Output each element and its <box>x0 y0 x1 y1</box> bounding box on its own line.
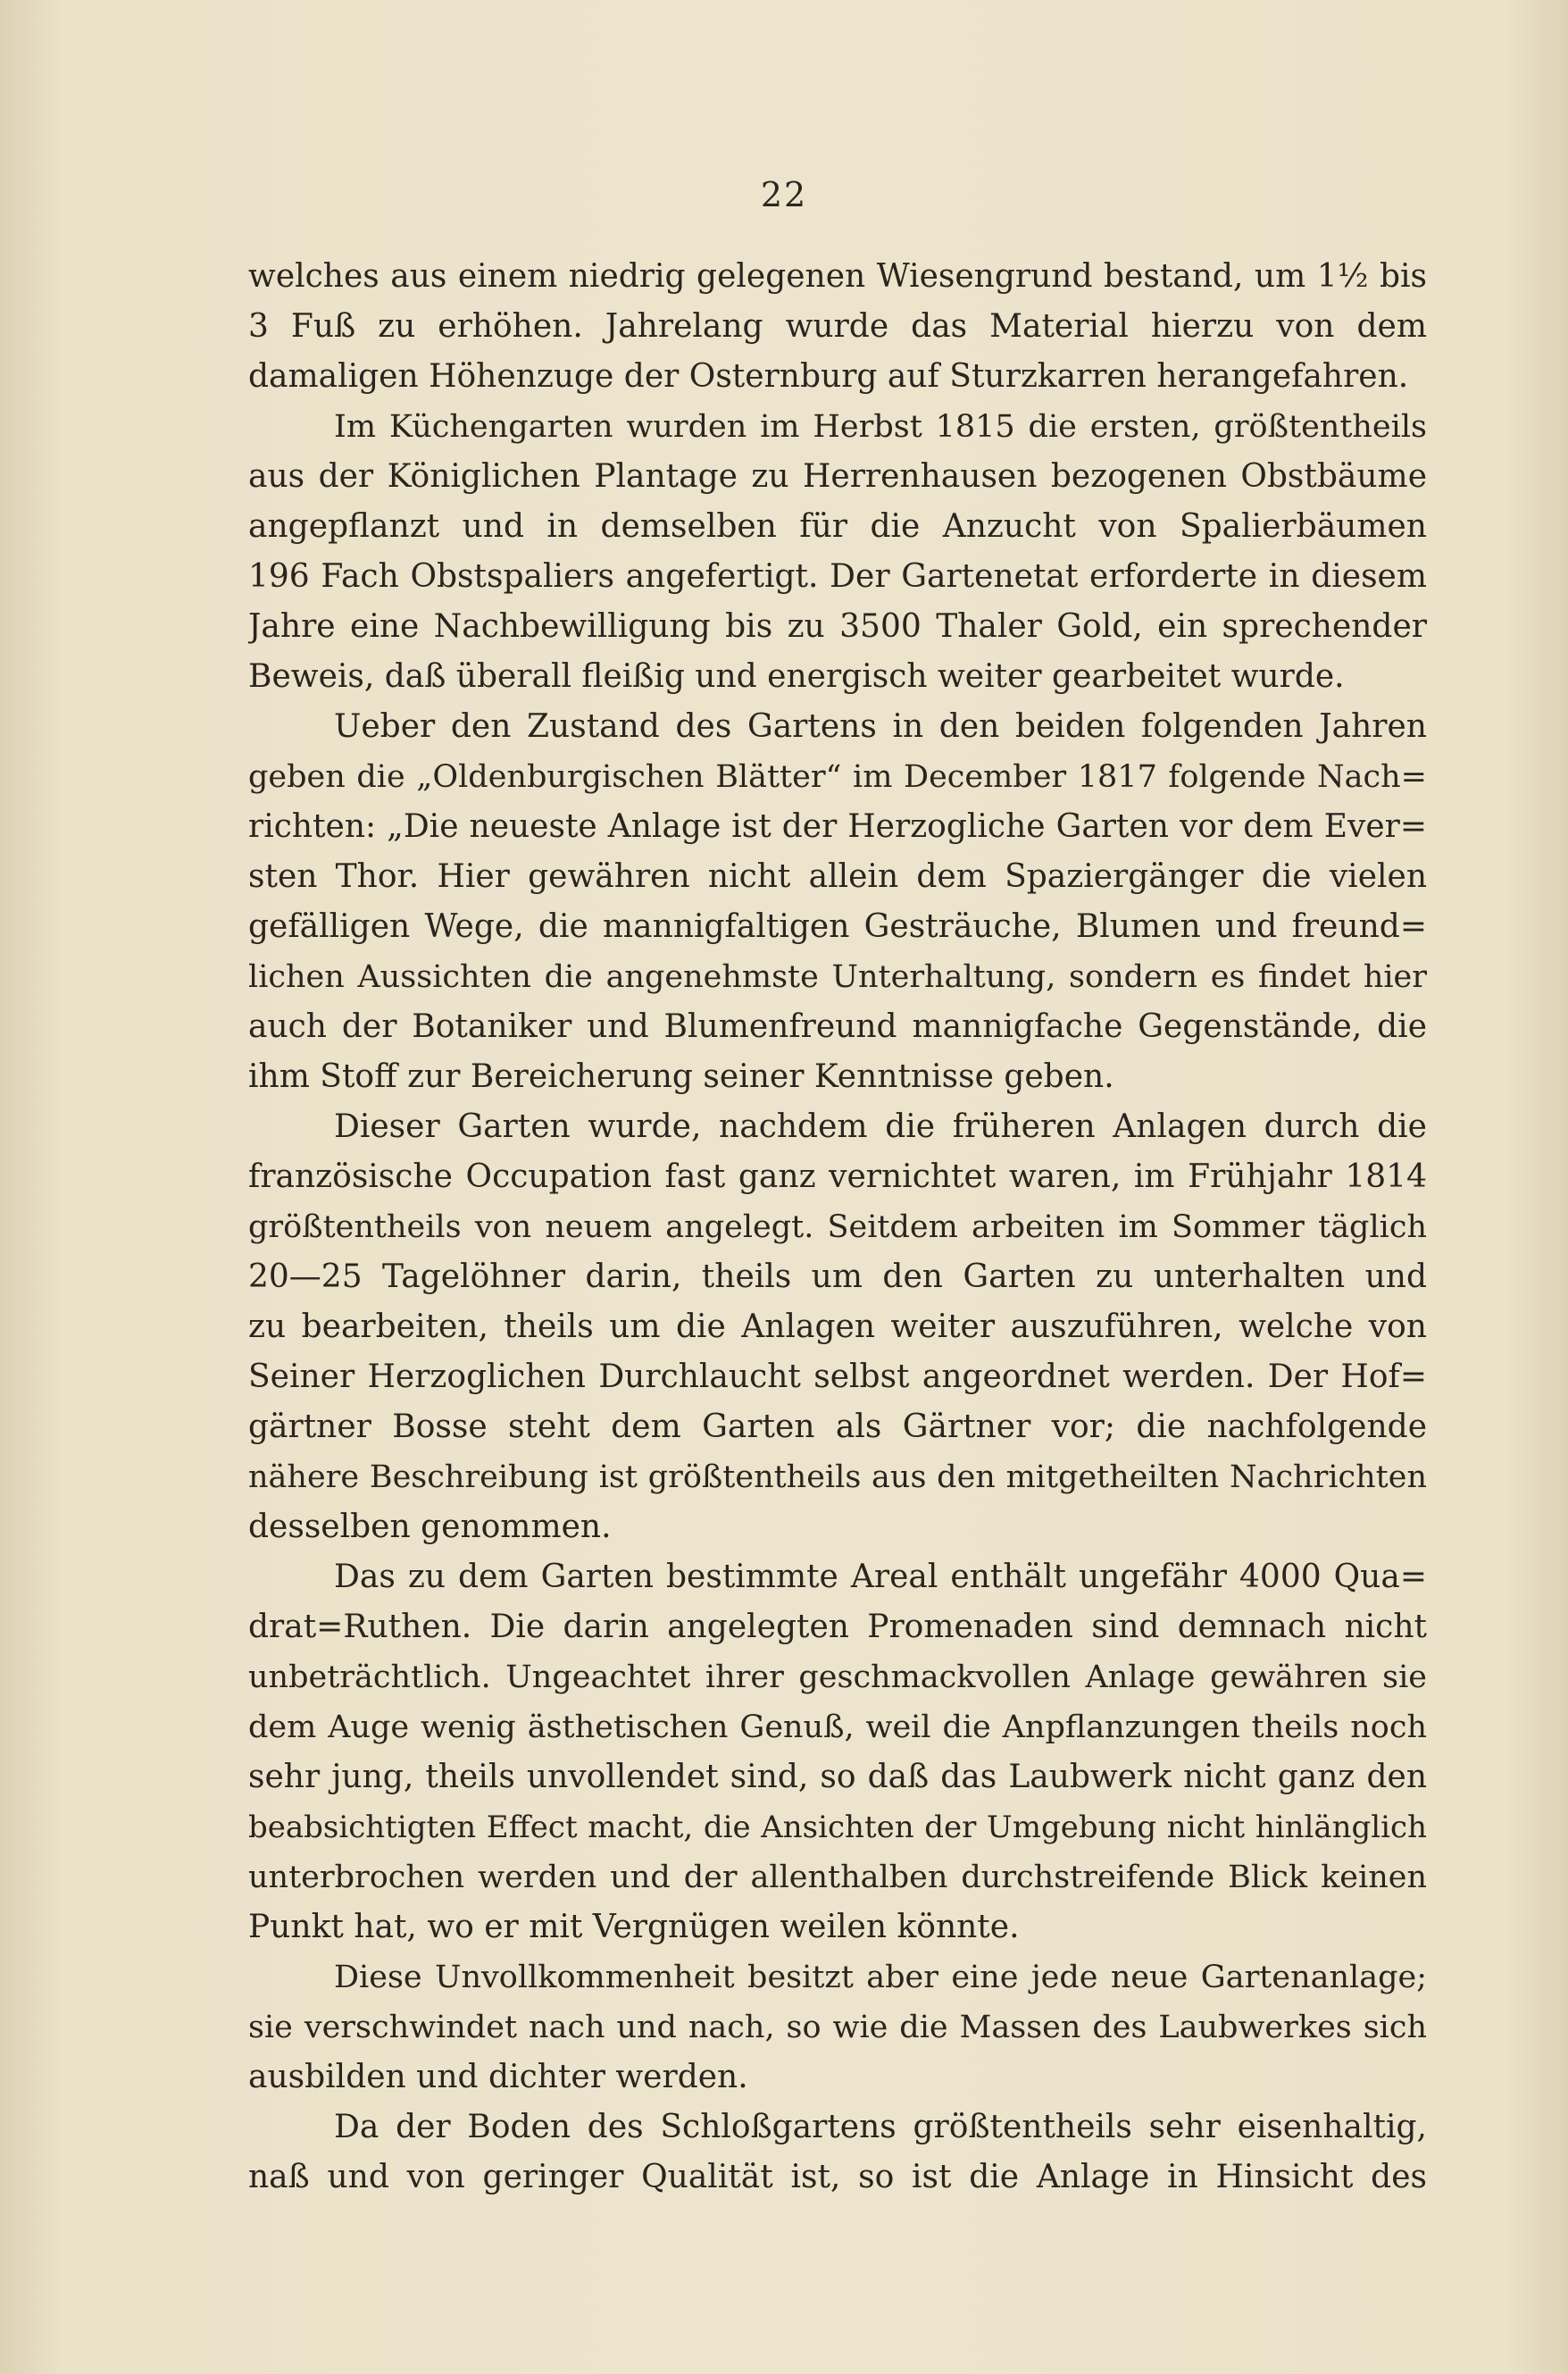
text-line: aus der Königlichen Plantage zu Herrenhausen bezogenen Obstbäume <box>248 458 1427 495</box>
text-line: sten Thor. Hier gewähren nicht allein dem Spaziergänger die vielen <box>248 858 1427 895</box>
text-line: drat=Ruthen. Die darin angelegten Promenaden sind demnach nicht <box>248 1609 1427 1645</box>
text-line: Im Küchengarten wurden im Herbst 1815 die ersten, größtentheils <box>334 409 1427 445</box>
text-line: französische Occupation fast ganz vernichtet waren, im Frühjahr 1814 <box>248 1158 1427 1195</box>
text-line: Da der Boden des Schloßgartens größtentheils sehr eisenhaltig, <box>334 2109 1427 2145</box>
text-line: Seiner Herzoglichen Durchlaucht selbst angeordnet werden. Der Hof= <box>248 1358 1427 1395</box>
text-line: auch der Botaniker und Blumenfreund mannigfache Gegenstände, die <box>248 1008 1427 1045</box>
text-line: Das zu dem Garten bestimmte Areal enthält ungefähr 4000 Qua= <box>334 1559 1427 1595</box>
text-line: Beweis, daß überall fleißig und energisch weiter gearbeitet wurde. <box>248 658 1345 695</box>
text-line: damaligen Höhenzuge der Osternburg auf Sturzkarren herangefahren. <box>248 358 1409 395</box>
text-line: welches aus einem niedrig gelegenen Wiesengrund bestand, um 1½ bis <box>248 258 1427 295</box>
text-line: geben die „Oldenburgischen Blätter“ im December 1817 folgende Nach= <box>248 759 1427 795</box>
body-text <box>248 252 1427 2203</box>
text-line: größtentheils von neuem angelegt. Seitdem arbeiten im Sommer täglich <box>248 1209 1427 1245</box>
text-line: ihm Stoff zur Bereicherung seiner Kenntnisse geben. <box>248 1058 1114 1095</box>
page-number: 22 <box>760 175 808 214</box>
text-line: dem Auge wenig ästhetischen Genuß, weil die Anpflanzungen theils noch <box>248 1709 1427 1745</box>
text-line: sehr jung, theils unvollendet sind, so daß das Laubwerk nicht ganz den <box>248 1759 1427 1795</box>
text-line: 20—25 Tagelöhner darin, theils um den Garten zu unterhalten und <box>248 1258 1427 1295</box>
text-line: gefälligen Wege, die mannigfaltigen Gesträuche, Blumen und freund= <box>248 908 1427 945</box>
text-line: sie verschwindet nach und nach, so wie die Massen des Laubwerkes sich <box>248 2010 1427 2045</box>
text-line: gärtner Bosse steht dem Garten als Gärtner vor; die nachfolgende <box>248 1409 1427 1445</box>
text-line: zu bearbeiten, theils um die Anlagen weiter auszuführen, welche von <box>248 1308 1427 1345</box>
text-line: unbeträchtlich. Ungeachtet ihrer geschmackvollen Anlage gewähren sie <box>248 1659 1427 1695</box>
text-line: 196 Fach Obstspaliers angefertigt. Der Gartenetat erforderte in diesem <box>248 558 1427 595</box>
text-line: desselben genommen. <box>248 1509 612 1545</box>
text-line: ausbilden und dichter werden. <box>248 2059 748 2095</box>
text-line: 3 Fuß zu erhöhen. Jahrelang wurde das Material hierzu von dem <box>248 308 1427 345</box>
text-line: Jahre eine Nachbewilligung bis zu 3500 Thaler Gold, ein sprechender <box>248 608 1427 645</box>
text-line: richten: „Die neueste Anlage ist der Herzogliche Garten vor dem Ever= <box>248 808 1427 845</box>
text-line: beabsichtigten Effect macht, die Ansichten der Umgebung nicht hinlänglich <box>248 1810 1427 1845</box>
text-line: naß und von geringer Qualität ist, so ist die Anlage in Hinsicht des <box>248 2159 1427 2195</box>
text-line: Dieser Garten wurde, nachdem die früheren Anlagen durch die <box>334 1108 1427 1145</box>
text-line: nähere Beschreibung ist größtentheils aus den mitgetheilten Nachrichten <box>248 1459 1427 1495</box>
text-line: Punkt hat, wo er mit Vergnügen weilen könnte. <box>248 1909 1020 1945</box>
text-line: Diese Unvollkommenheit besitzt aber eine jede neue Gartenanlage; <box>334 1960 1427 1995</box>
text-line: Ueber den Zustand des Gartens in den beiden folgenden Jahren <box>334 708 1427 745</box>
text-line: lichen Aussichten die angenehmste Unterhaltung, sondern es findet hier <box>248 959 1427 995</box>
text-line: unterbrochen werden und der allenthalben durchstreifende Blick keinen <box>248 1860 1427 1895</box>
text-line: angepflanzt und in demselben für die Anzucht von Spalierbäumen <box>248 508 1427 545</box>
